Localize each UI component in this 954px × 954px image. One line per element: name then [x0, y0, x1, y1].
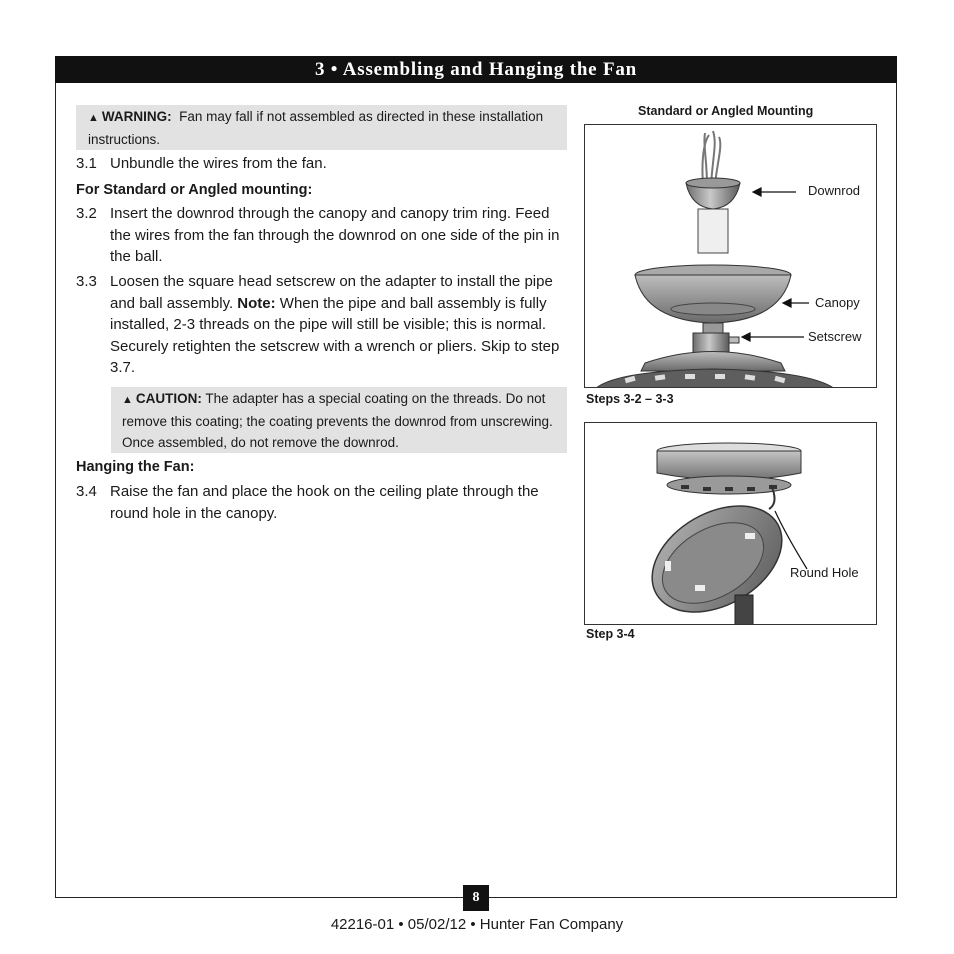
- figure1-caption: Steps 3-2 – 3-3: [586, 392, 674, 406]
- subhead-hanging-fan: Hanging the Fan:: [76, 459, 195, 475]
- caution-label: CAUTION:: [135, 391, 202, 406]
- step-text: Unbundle the wires from the fan.: [110, 155, 327, 172]
- step-3-1: [76, 153, 566, 175]
- caution-text: The adapter has a special coating on the threads. Do not remove this coating; the coating prevents the downrod from unscrewing. Once assembled, do not remove the downrod.: [122, 391, 553, 450]
- note-label: Note:: [237, 294, 276, 312]
- section-title: 3 • Assembling and Hanging the Fan: [55, 56, 897, 83]
- warning-triangle-icon: ▲: [122, 394, 133, 406]
- fan-mounting-illustration: [585, 125, 877, 388]
- warning-triangle-icon: ▲: [88, 112, 99, 124]
- page-number: 8: [463, 885, 489, 911]
- figure2-caption: Step 3-4: [586, 627, 635, 641]
- label-setscrew: Setscrew: [808, 329, 862, 344]
- label-canopy: Canopy: [815, 295, 860, 310]
- step-3-2: [76, 203, 566, 268]
- warning-label: WARNING:: [101, 109, 172, 124]
- label-downrod: Downrod: [808, 183, 861, 198]
- step-text-a: Loosen the square head setscrew on the adapter to install the pipe and ball assembly.: [110, 273, 553, 312]
- step-3-4: [76, 481, 566, 524]
- label-round-hole: Round Hole: [790, 565, 859, 580]
- step-text-b: When the pipe and ball assembly is fully installed, 2-3 threads on the pipe will still be visible; this is normal. Securely retighten the setscrew with a wrench or pliers. Skip to step 3.7.: [110, 294, 560, 376]
- warning-box: [76, 105, 567, 150]
- step-text: Insert the downrod through the canopy and canopy trim ring. Feed the wires from the fan through the downrod on one side of the pin in the ball.: [110, 205, 560, 265]
- hanging-fan-illustration: [585, 423, 877, 625]
- figure2-illustration: [584, 422, 877, 625]
- step-number: 3.2: [76, 205, 97, 222]
- footer-text: 42216-01 • 05/02/12 • Hunter Fan Company: [330, 916, 624, 933]
- step-number: 3.4: [76, 483, 97, 500]
- subhead-standard-mounting: For Standard or Angled mounting:: [76, 182, 313, 198]
- step-number: 3.3: [76, 273, 97, 290]
- step-3-3: [76, 271, 566, 379]
- step-number: 3.1: [76, 155, 97, 172]
- caution-box: [111, 387, 567, 453]
- figure1-illustration: [584, 124, 877, 388]
- step-text: Raise the fan and place the hook on the ceiling plate through the round hole in the canopy.: [110, 483, 539, 522]
- figure1-title: Standard or Angled Mounting: [638, 104, 814, 118]
- warning-text: Fan may fall if not assembled as directed in these installation instructions.: [88, 109, 544, 147]
